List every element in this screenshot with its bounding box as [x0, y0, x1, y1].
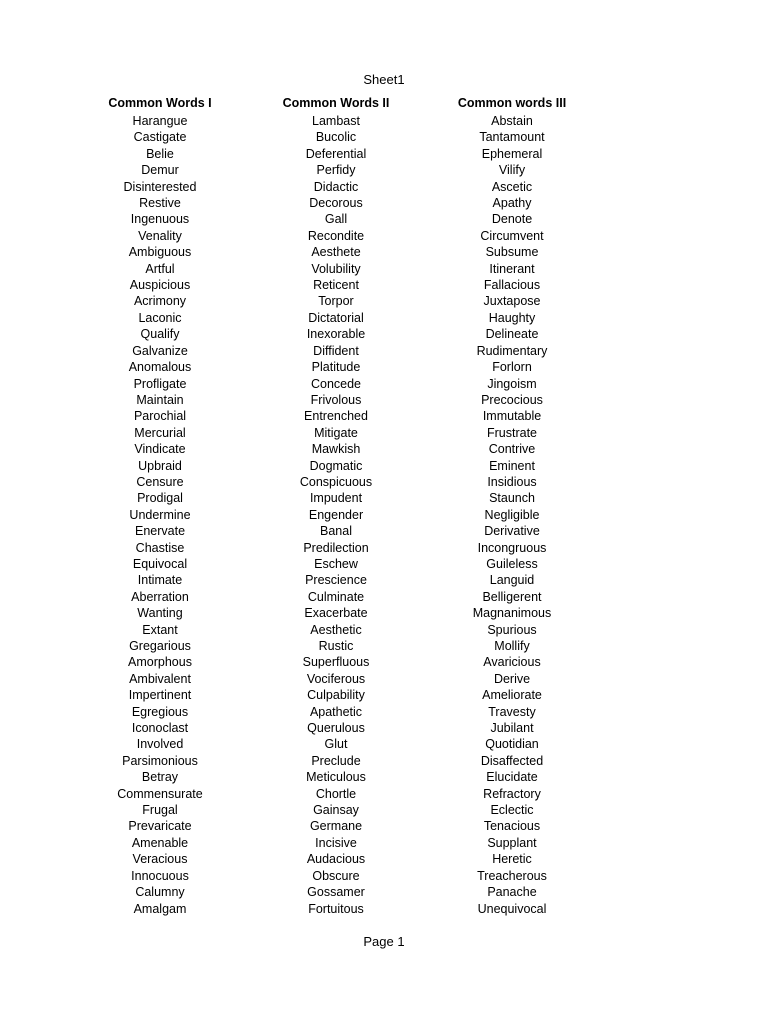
table-cell: Artful — [145, 261, 175, 276]
table-row — [72, 572, 600, 588]
table-cell: Gregarious — [129, 639, 191, 653]
table-cell: Supplant — [487, 835, 537, 850]
table-cell: Chortle — [315, 786, 357, 801]
table-row — [72, 835, 600, 851]
table-cell: Demur — [141, 163, 179, 178]
table-cell: Derive — [493, 671, 531, 686]
table-cell: Perfidy — [316, 163, 356, 178]
table-row — [72, 622, 600, 638]
table-cell: Inexorable — [306, 327, 366, 342]
table-cell: Frustrate — [486, 425, 537, 440]
table-row — [72, 786, 600, 802]
table-cell: Staunch — [489, 491, 535, 506]
table-row — [72, 359, 600, 375]
table-row — [72, 425, 600, 441]
table-row — [72, 228, 600, 244]
table-row — [72, 211, 600, 227]
table-cell: Circumvent — [480, 228, 544, 243]
table-row — [72, 851, 600, 867]
table-cell: Impudent — [309, 491, 363, 506]
table-cell: Subsume — [485, 245, 539, 260]
table-cell: Intimate — [137, 573, 183, 588]
table-cell: Fortuitous — [308, 901, 364, 916]
table-cell: Venality — [138, 228, 182, 243]
table-row — [72, 802, 600, 818]
table-cell: Conspicuous — [299, 474, 373, 489]
table-cell: Maintain — [136, 392, 184, 407]
table-row — [72, 113, 600, 129]
table-cell: Decorous — [309, 196, 363, 211]
table-body — [72, 113, 600, 917]
table-cell: Mercurial — [134, 425, 186, 440]
table-row — [72, 818, 600, 834]
table-row — [72, 769, 600, 785]
page-footer: Page 1 — [363, 934, 405, 949]
table-cell: Aberration — [131, 589, 189, 604]
table-row — [72, 146, 600, 162]
table-cell: Fallacious — [483, 278, 541, 293]
table-cell: Vindicate — [134, 442, 186, 457]
table-cell: Negligible — [484, 507, 540, 522]
table-cell: Culminate — [307, 589, 365, 604]
table-row — [72, 310, 600, 326]
table-cell: Egregious — [131, 704, 189, 719]
table-cell: Ambivalent — [129, 671, 191, 686]
table-row — [72, 376, 600, 392]
table-row — [72, 261, 600, 277]
table-cell: Heretic — [492, 852, 532, 867]
table-cell: Veracious — [132, 852, 188, 867]
table-cell: Frivolous — [310, 392, 362, 407]
table-cell: Extant — [142, 622, 178, 637]
table-cell: Gossamer — [307, 885, 365, 900]
table-cell: Mitigate — [314, 425, 358, 440]
table-cell: Haughty — [488, 310, 536, 325]
table-cell: Belie — [146, 146, 174, 161]
table-cell: Bucolic — [315, 130, 357, 145]
table-row — [72, 540, 600, 556]
table-cell: Spurious — [487, 622, 537, 637]
table-cell: Auspicious — [129, 278, 191, 293]
table-cell: Concede — [310, 376, 362, 391]
table-cell: Apathy — [492, 196, 532, 211]
table-cell: Undermine — [129, 507, 191, 522]
table-row — [72, 293, 600, 309]
table-cell: Jubilant — [490, 721, 534, 736]
table-cell: Predilection — [303, 540, 369, 555]
table-cell: Entrenched — [304, 409, 368, 424]
table-cell: Acrimony — [133, 294, 187, 309]
table-cell: Belligerent — [482, 589, 542, 604]
table-row — [72, 392, 600, 408]
table-cell: Qualify — [140, 327, 180, 342]
table-cell: Apathetic — [309, 704, 363, 719]
table-row — [72, 326, 600, 342]
table-cell: Contrive — [488, 442, 536, 457]
table-cell: Galvanize — [132, 343, 188, 358]
table-row — [72, 195, 600, 211]
table-cell: Gainsay — [313, 803, 359, 818]
table-cell: Vilify — [498, 163, 526, 178]
table-row — [72, 408, 600, 424]
table-cell: Rudimentary — [476, 343, 548, 358]
table-row — [72, 441, 600, 457]
table-cell: Ascetic — [491, 179, 533, 194]
table-cell: Banal — [320, 524, 352, 539]
table-cell: Anomalous — [128, 360, 192, 375]
table-cell: Harangue — [132, 114, 188, 128]
table-cell: Dictatorial — [308, 310, 364, 325]
column-header-common-words-iii: Common words III — [457, 96, 567, 110]
table-cell: Castigate — [133, 130, 187, 145]
table-cell: Censure — [136, 474, 184, 489]
table-cell: Amalgam — [133, 901, 187, 916]
table-row — [72, 884, 600, 900]
table-cell: Incongruous — [477, 540, 547, 555]
table-row — [72, 523, 600, 539]
table-cell: Disaffected — [480, 753, 544, 768]
table-cell: Audacious — [306, 852, 366, 867]
table-cell: Disinterested — [123, 179, 197, 194]
table-cell: Guileless — [486, 556, 538, 571]
table-cell: Betray — [141, 770, 179, 785]
table-cell: Treacherous — [477, 868, 547, 883]
table-cell: Refractory — [483, 786, 541, 801]
table-cell: Tantamount — [479, 130, 545, 145]
table-cell: Profligate — [133, 376, 187, 391]
table-row — [72, 490, 600, 506]
table-cell: Parsimonious — [122, 753, 198, 768]
table-row — [72, 162, 600, 178]
table-cell: Incisive — [315, 835, 357, 850]
table-cell: Eminent — [489, 458, 535, 473]
table-cell: Wanting — [137, 606, 183, 621]
table-row — [72, 868, 600, 884]
table-cell: Prevaricate — [128, 819, 192, 834]
table-cell: Innocuous — [131, 868, 189, 883]
table-row — [72, 901, 600, 917]
column-header-common-words-i: Common Words I — [108, 96, 212, 110]
table-cell: Impertinent — [128, 688, 192, 703]
table-cell: Equivocal — [132, 556, 188, 571]
header-row — [72, 94, 600, 113]
table-cell: Iconoclast — [131, 721, 189, 736]
table-cell: Dogmatic — [309, 458, 363, 473]
table-cell: Ephemeral — [481, 146, 543, 161]
table-cell: Volubility — [311, 261, 361, 276]
table-cell: Insidious — [487, 474, 537, 489]
table-cell: Deferential — [305, 146, 367, 161]
table-cell: Chastise — [135, 540, 185, 555]
sheet-title: Sheet1 — [363, 72, 405, 87]
table-cell: Prodigal — [137, 491, 183, 506]
column-header-common-words-ii: Common Words II — [282, 96, 390, 110]
table-cell: Travesty — [488, 704, 536, 719]
table-cell: Parochial — [133, 409, 187, 424]
table-cell: Vociferous — [306, 671, 366, 686]
table-cell: Languid — [489, 573, 535, 588]
table-cell: Aesthete — [311, 245, 361, 260]
table-cell: Frugal — [142, 803, 178, 818]
table-cell: Precocious — [481, 392, 543, 407]
words-table — [72, 94, 600, 917]
table-cell: Elucidate — [486, 770, 538, 785]
table-cell: Upbraid — [138, 458, 182, 473]
table-row — [72, 277, 600, 293]
table-cell: Restive — [139, 196, 181, 211]
table-cell: Rustic — [318, 639, 354, 653]
table-cell: Abstain — [491, 114, 533, 128]
table-row — [72, 720, 600, 736]
table-cell: Ameliorate — [482, 688, 542, 703]
table-cell: Involved — [136, 737, 184, 752]
table-cell: Diffident — [313, 343, 359, 358]
table-header — [72, 94, 600, 113]
table-row — [72, 179, 600, 195]
table-row — [72, 474, 600, 490]
table-cell: Juxtapose — [483, 294, 541, 309]
table-cell: Prescience — [305, 573, 367, 588]
table-cell: Glut — [324, 737, 348, 752]
table-cell: Ingenuous — [130, 212, 190, 227]
table-cell: Obscure — [312, 868, 360, 883]
table-cell: Recondite — [307, 228, 365, 243]
table-cell: Germane — [309, 819, 363, 834]
table-cell: Unequivocal — [477, 901, 547, 916]
table-row — [72, 605, 600, 621]
table-cell: Ambiguous — [128, 245, 192, 260]
table-cell: Gall — [324, 212, 348, 227]
table-cell: Calumny — [135, 885, 185, 900]
table-cell: Superfluous — [302, 655, 370, 670]
table-row — [72, 244, 600, 260]
table-cell: Panache — [487, 885, 537, 900]
table-cell: Mollify — [494, 639, 530, 653]
table-cell: Derivative — [484, 524, 540, 539]
table-cell: Tenacious — [483, 819, 541, 834]
table-cell: Immutable — [482, 409, 542, 424]
table-cell: Eschew — [314, 556, 358, 571]
table-cell: Reticent — [313, 278, 359, 293]
table-cell: Magnanimous — [472, 606, 552, 621]
table-row — [72, 343, 600, 359]
table-row — [72, 129, 600, 145]
table-cell: Quotidian — [485, 737, 539, 752]
table-row — [72, 458, 600, 474]
table-cell: Torpor — [318, 294, 354, 309]
table-cell: Mawkish — [311, 442, 361, 457]
table-cell: Exacerbate — [304, 606, 368, 621]
table-row — [72, 753, 600, 769]
table-cell: Engender — [308, 507, 364, 522]
table-cell: Aesthetic — [310, 622, 362, 637]
table-cell: Eclectic — [490, 803, 534, 818]
table-cell: Denote — [491, 212, 533, 227]
table-row — [72, 654, 600, 670]
table-cell: Platitude — [311, 360, 361, 375]
table-cell: Avaricious — [483, 655, 541, 670]
table-cell: Culpability — [307, 688, 365, 703]
table-cell: Amorphous — [128, 655, 192, 670]
table-cell: Enervate — [134, 524, 186, 539]
table-cell: Meticulous — [306, 770, 366, 785]
table-cell: Jingoism — [487, 376, 537, 391]
table-row — [72, 704, 600, 720]
table-cell: Laconic — [138, 310, 182, 325]
table-cell: Commensurate — [117, 786, 203, 801]
table-cell: Preclude — [311, 753, 361, 768]
table-cell: Didactic — [313, 179, 359, 194]
table-cell: Delineate — [485, 327, 539, 342]
table-row — [72, 507, 600, 523]
table-row — [72, 638, 600, 654]
table-row — [72, 671, 600, 687]
table-cell: Amenable — [131, 835, 189, 850]
table-cell: Lambast — [312, 114, 360, 128]
table-row — [72, 736, 600, 752]
table-row — [72, 687, 600, 703]
table-cell: Itinerant — [489, 261, 535, 276]
table-row — [72, 589, 600, 605]
table-cell: Querulous — [307, 721, 365, 736]
table-row — [72, 556, 600, 572]
table-cell: Forlorn — [492, 360, 532, 375]
